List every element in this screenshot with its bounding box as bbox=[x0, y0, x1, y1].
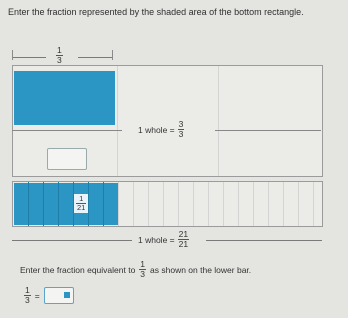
top-bracket-right bbox=[78, 57, 112, 58]
bottom-fraction-bar bbox=[12, 181, 323, 227]
top-bracket-right-tick bbox=[112, 50, 113, 60]
answer-lhs-fraction: $\frac{1}{3}$ bbox=[25, 285, 30, 305]
answer-row bbox=[24, 286, 74, 305]
top-bracket-left bbox=[12, 57, 46, 58]
top-whole-line-right bbox=[215, 130, 321, 131]
bottom-whole-line-left bbox=[12, 240, 132, 241]
bottom-whole-label: 1 whole = $\frac{21}{21}$ bbox=[138, 229, 189, 249]
bottom-cell-fraction: 1 21 bbox=[74, 194, 88, 213]
top-unit-fraction: 1 3 bbox=[57, 45, 62, 65]
top-whole-label: 1 whole = $\frac{3}{3}$ bbox=[138, 119, 184, 139]
fraction-template-icon bbox=[64, 292, 70, 298]
question-prompt: Enter the fraction represented by the shaded area of the bottom rectangle. bbox=[8, 7, 304, 17]
equals-sign: = bbox=[34, 290, 40, 301]
top-fraction-input[interactable] bbox=[47, 148, 87, 170]
answer-input[interactable] bbox=[44, 287, 74, 304]
bottom-whole-line-right bbox=[206, 240, 322, 241]
top-bracket-left-tick bbox=[12, 50, 13, 60]
equivalent-prompt: Enter the fraction equivalent to $\frac{1}{3}$ as shown on the lower bar. bbox=[20, 259, 252, 279]
top-shaded-third bbox=[14, 71, 115, 125]
top-whole-line-left bbox=[12, 130, 122, 131]
